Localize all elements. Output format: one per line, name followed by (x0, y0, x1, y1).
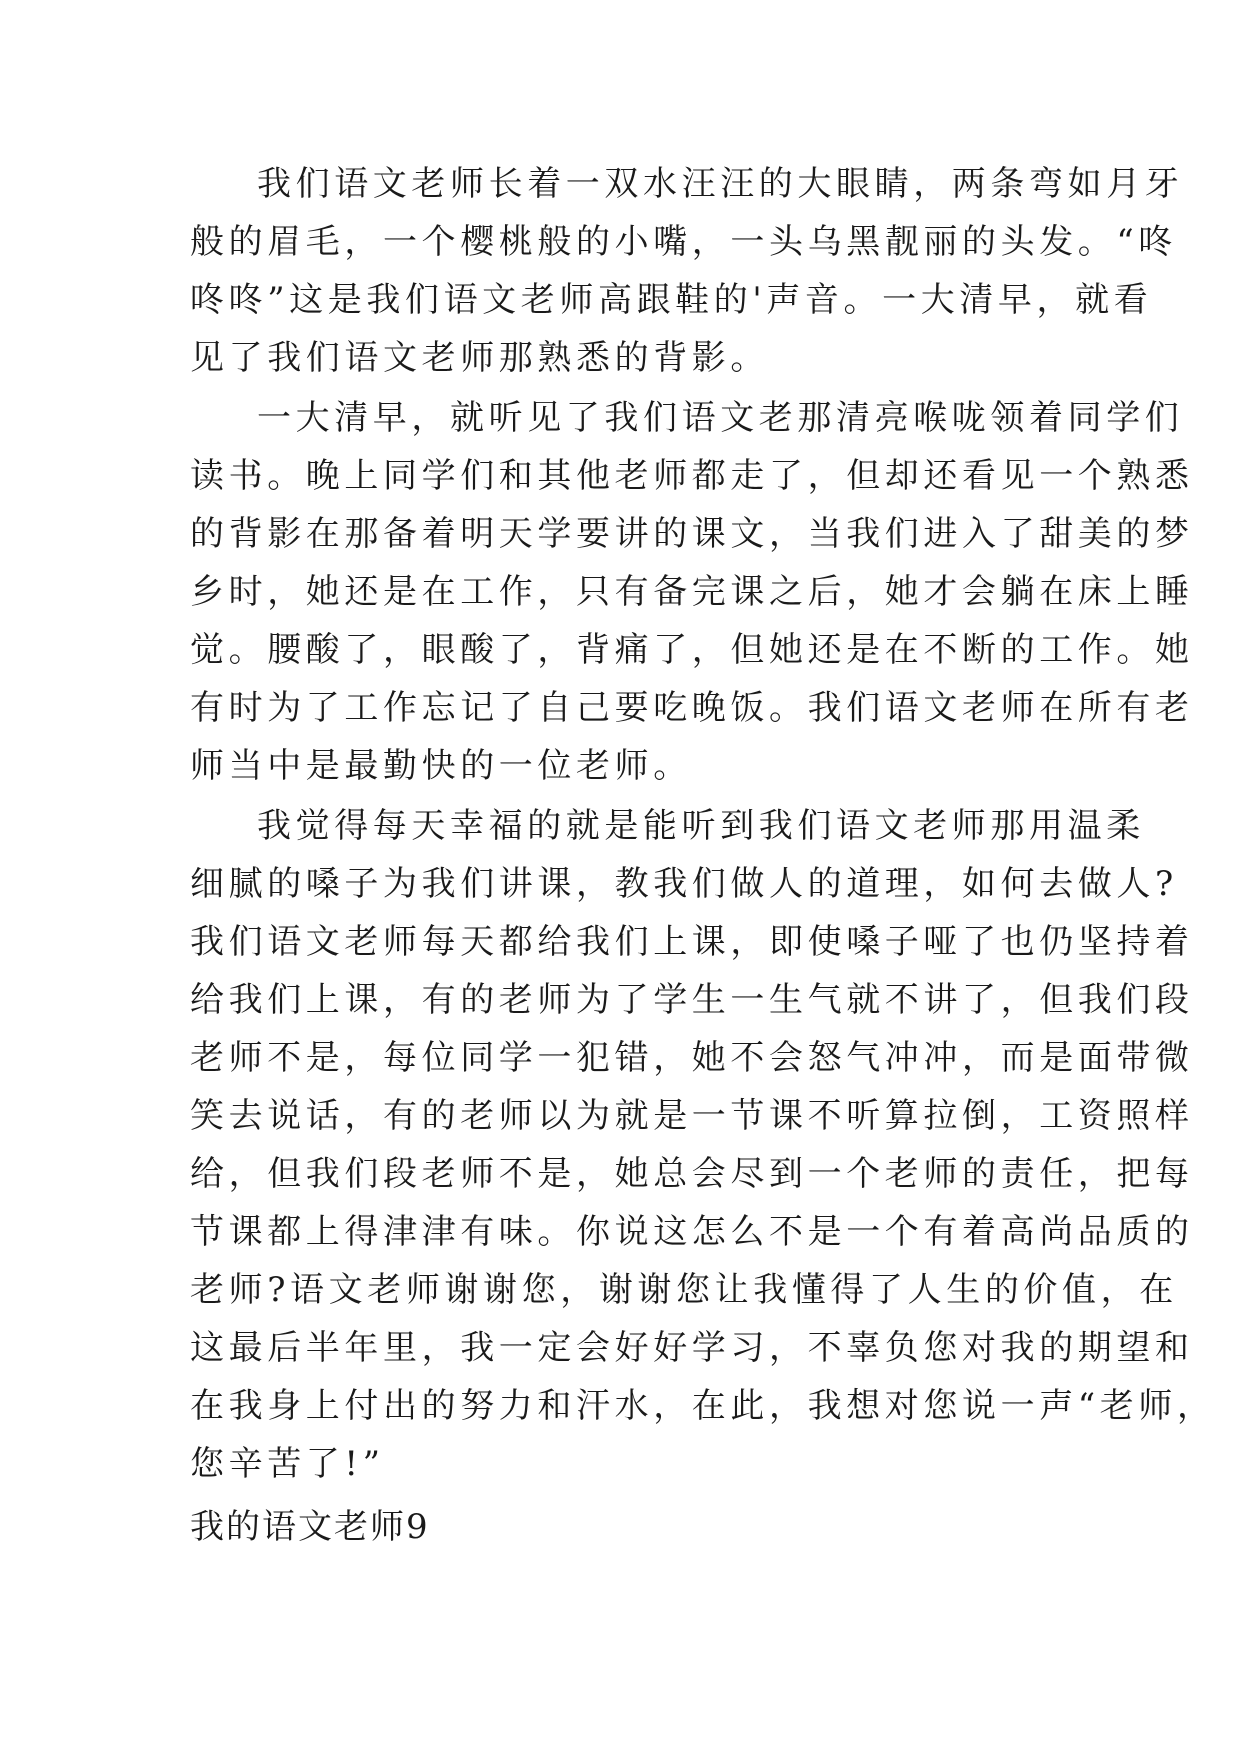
paragraph-2-line-6: 有时为了工作忘记了自己要吃晚饭。我们语文老师在所有老 (190, 688, 1194, 728)
paragraph-3-line-12: 您辛苦了!” (190, 1444, 385, 1484)
paragraph-3-line-3: 我们语文老师每天都给我们上课，即使嗓子哑了也仍坚持着 (190, 922, 1194, 962)
paragraph-1-line-4: 见了我们语文老师那熟悉的背影。 (190, 338, 769, 378)
paragraph-2-line-3: 的背影在那备着明天学要讲的课文，当我们进入了甜美的梦 (190, 514, 1194, 554)
paragraph-3-line-6: 笑去说话，有的老师以为就是一节课不听算拉倒，工资照样 (190, 1096, 1194, 1136)
paragraph-3-line-2: 细腻的嗓子为我们讲课，教我们做人的道理，如何去做人? (190, 864, 1178, 904)
paragraph-3-line-8: 节课都上得津津有味。你说这怎么不是一个有着高尚品质的 (190, 1212, 1194, 1252)
paragraph-1-line-3: 咚咚”这是我们语文老师高跟鞋的'声音。一大清早，就看 (190, 280, 1153, 320)
paragraph-2-line-7: 师当中是最勤快的一位老师。 (190, 746, 692, 786)
paragraph-3-line-4: 给我们上课，有的老师为了学生一生气就不讲了，但我们段 (190, 980, 1194, 1020)
paragraph-3-line-9: 老师?语文老师谢谢您，谢谢您让我懂得了人生的价值，在 (190, 1270, 1178, 1310)
paragraph-3-line-11: 在我身上付出的努力和汗水，在此，我想对您说一声“老师， (190, 1386, 1216, 1426)
paragraph-2-line-4: 乡时，她还是在工作，只有备完课之后，她才会躺在床上睡 (190, 572, 1194, 612)
paragraph-2-line-1: 一大清早，就听见了我们语文老那清亮喉咙领着同学们 (257, 398, 1184, 438)
paragraph-3-line-10: 这最后半年里，我一定会好好学习，不辜负您对我的期望和 (190, 1328, 1194, 1368)
paragraph-2-line-2: 读书。晚上同学们和其他老师都走了，但却还看见一个熟悉 (190, 456, 1194, 496)
paragraph-3-line-5: 老师不是，每位同学一犯错，她不会怒气冲冲，而是面带微 (190, 1038, 1194, 1078)
paragraph-3-line-7: 给，但我们段老师不是，她总会尽到一个老师的责任，把每 (190, 1154, 1194, 1194)
paragraph-1-line-2: 般的眉毛，一个樱桃般的小嘴，一头乌黑靓丽的头发。“咚 (190, 222, 1177, 262)
paragraph-3-line-1: 我觉得每天幸福的就是能听到我们语文老师那用温柔 (257, 806, 1145, 846)
paragraph-1-line-1: 我们语文老师长着一双水汪汪的大眼睛，两条弯如月牙 (257, 164, 1184, 204)
section-heading: 我的语文老师9 (190, 1507, 430, 1547)
paragraph-2-line-5: 觉。腰酸了，眼酸了，背痛了，但她还是在不断的工作。她 (190, 630, 1194, 670)
